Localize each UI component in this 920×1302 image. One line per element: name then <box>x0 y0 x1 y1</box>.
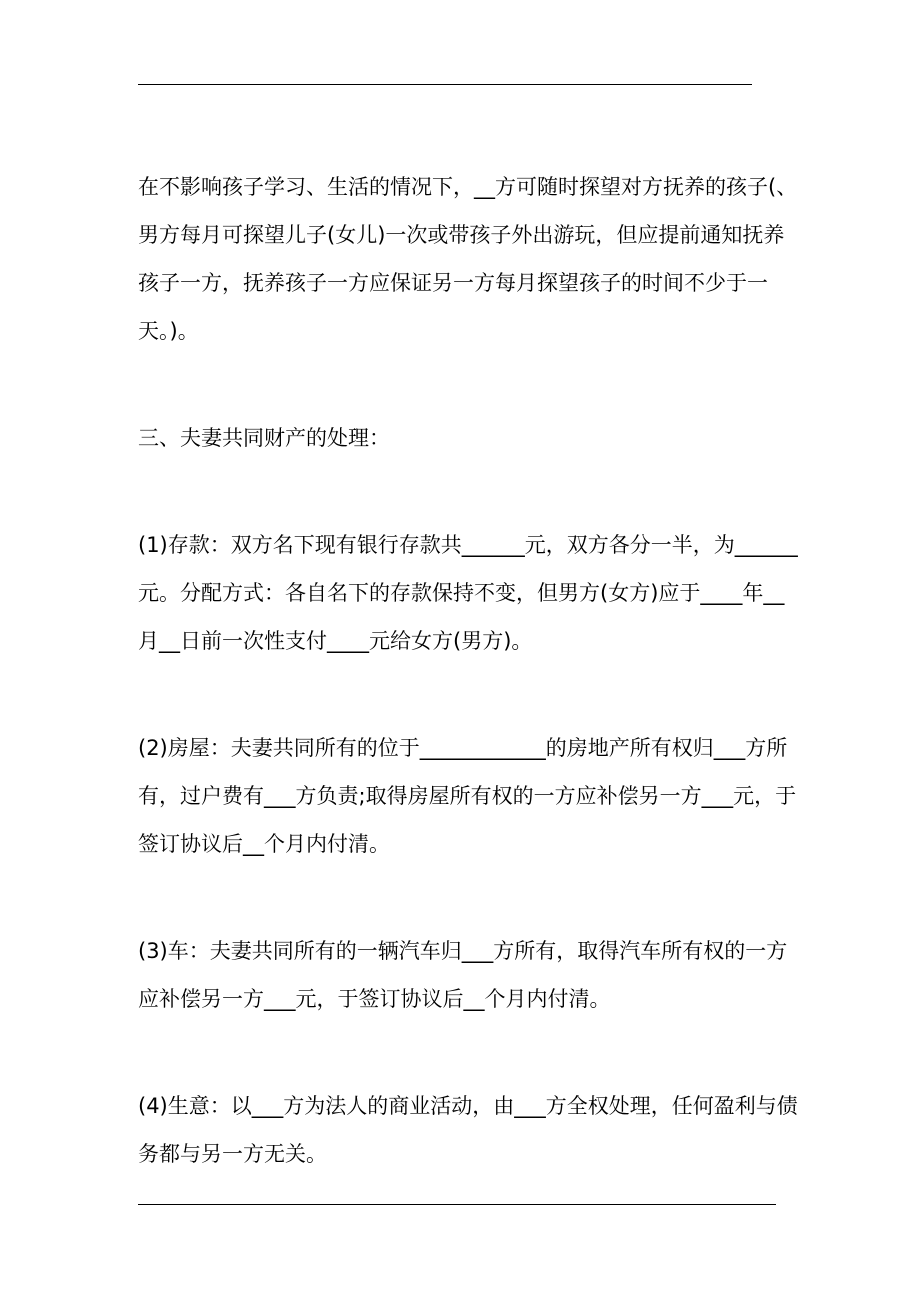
paragraph-visitation <box>138 163 798 355</box>
text-line: 在不影响孩子学习、生活的情况下，__方可随时探望对方抚养的孩子(、 <box>138 175 798 199</box>
text-line: (4)生意：以___方为法人的商业活动，由___方全权处理，任何盈利与债 <box>138 1094 798 1118</box>
section-heading: 三、夫妻共同财产的处理： <box>138 426 390 450</box>
text-line: (2)房屋：夫妻共同所有的位于____________的房地产所有权归___方所 <box>138 736 788 760</box>
text-line: (1)存款：双方名下现有银行存款共______元，双方各分一半，为______ <box>138 533 798 557</box>
paragraph-business <box>138 1082 798 1178</box>
text-line: 天。)。 <box>138 319 199 343</box>
text-line: 签订协议后__个月内付清。 <box>138 832 390 856</box>
paragraph-car <box>138 927 790 1023</box>
text-line: 男方每月可探望儿子(女儿)一次或带孩子外出游玩，但应提前通知抚养 <box>138 223 785 247</box>
text-line: 元。分配方式：各自名下的存款保持不变，但男方(女方)应于____年__ <box>138 581 785 605</box>
text-line: 应补偿另一方___元，于签订协议后__个月内付清。 <box>138 987 611 1011</box>
text-line: 月__日前一次性支付____元给女方(男方)。 <box>138 629 533 653</box>
paragraph-deposits <box>138 521 798 665</box>
header-rule <box>138 84 752 85</box>
section-heading-property <box>138 414 790 462</box>
text-line: 有，过户费有___方负责;取得房屋所有权的一方应补偿另一方___元，于 <box>138 784 797 808</box>
footer-rule <box>138 1204 776 1205</box>
text-line: 孩子一方，抚养孩子一方应保证另一方每月探望孩子的时间不少于一 <box>138 271 768 295</box>
paragraph-house <box>138 724 797 868</box>
document-body <box>138 163 798 1178</box>
text-line: 务都与另一方无关。 <box>138 1142 327 1166</box>
text-line: (3)车：夫妻共同所有的一辆汽车归___方所有，取得汽车所有权的一方 <box>138 939 788 963</box>
